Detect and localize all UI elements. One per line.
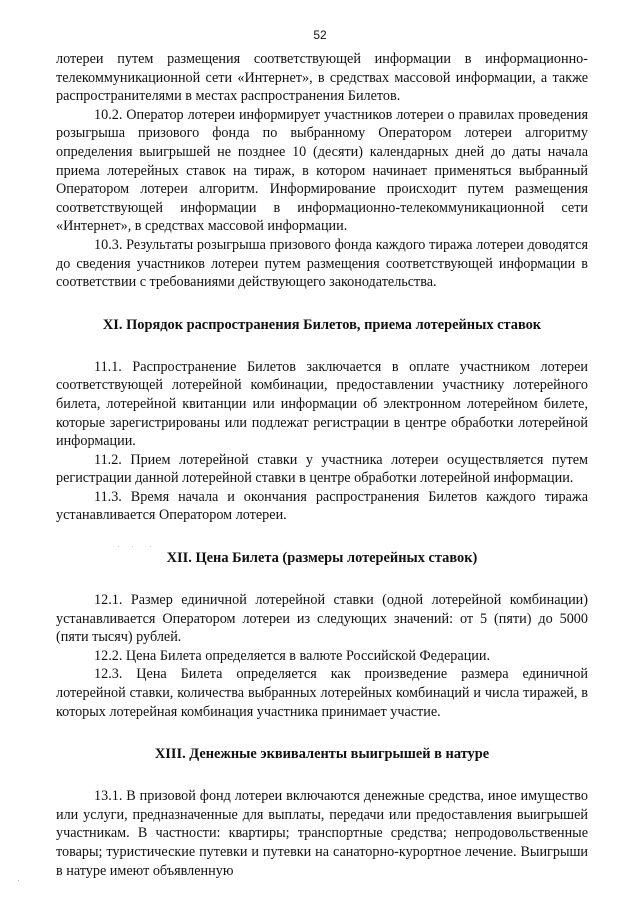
paragraph-12-2: 12.2. Цена Билета определяется в валюте Российской Федерации. <box>94 647 491 664</box>
paragraph-11-1: 11.1. Распространение Билетов заключается в оплате участником лотереи соответствующей лотерейной комбинации, предоставлении участнику лотерейного билета, лотерейной квитанции или информации об электронном лотерейном билете, которые зарегистрированы или подлежат регистрации в центре обработки лотерейной информации. <box>56 358 588 450</box>
scan-speck <box>132 546 133 547</box>
section-12-heading: XII. Цена Билета (размеры лотерейных ставок) <box>166 550 478 567</box>
section-13-heading: XIII. Денежные эквиваленты выигрышей в натуре <box>154 746 490 763</box>
paragraph-10-1-continuation: лотереи путем размещения соответствующей информации в информационно-телекоммуникационной сети «Интернет», в средствах массовой информации, а также распространителями в местах распространения Билетов. <box>56 51 588 105</box>
paragraph-11-3: 11.3. Время начала и окончания распространения Билетов каждого тиража устанавливается Оператором лотереи. <box>56 488 588 524</box>
paragraph-12-3: 12.3. Цена Билета определяется как произведение размера единичной лотерейной ставки, количества выбранных лотерейных комбинаций и числа тиражей, в которых лотерейная комбинация участника принимает участие. <box>56 666 588 720</box>
paragraph-12-1: 12.1. Размер единичной лотерейной ставки (одной лотерейной комбинации) устанавливается Оператором лотереи из следующих значений: от 5 (пяти) до 5000 (пяти тысяч) рублей. <box>56 592 588 646</box>
paragraph-13-1: 13.1. В призовой фонд лотереи включаются денежные средства, иное имущество или услуги, предназначенные для выплаты, передачи или предоставления выигрышей участникам. В частности: квартиры; транспортные средства; непродовольственные товары; туристические путевки и путевки на санаторно-курортное лечение. Выигрыши в натуре имеют объявленную <box>56 788 588 879</box>
page-number: 52 <box>313 28 327 42</box>
paragraph-10-3: 10.3. Результаты розыгрыша призового фонда каждого тиража лотереи доводятся до сведения участников лотереи путем размещения соответствующей информации в соответствии с требованиями действующего законодательства. <box>56 236 588 291</box>
scan-speck <box>150 546 151 547</box>
paragraph-10-2: 10.2. Оператор лотереи информирует участников лотереи о правилах проведения розыгрыша призового фонда по выбранному Оператором лотереи алгоритму определения выигрышей не позднее 10 (десяти) календарных дней до даты начала приема лотерейных ставок на тираж, в котором начинает применяться выбранный Оператором лотереи алгоритм. Информирование происходит путем размещения соответствующей информации в информационно-телекоммуникационной сети «Интернет», в средствах массовой информации. <box>56 106 588 235</box>
scan-speck <box>18 880 19 881</box>
scan-speck <box>118 546 119 547</box>
section-11-heading: XI. Порядок распространения Билетов, приема лотерейных ставок <box>102 316 542 333</box>
page-content <box>56 50 588 880</box>
paragraph-11-2: 11.2. Прием лотерейной ставки у участника лотереи осуществляется путем регистрации данной лотерейной ставки в центре обработки лотерейной информации. <box>56 451 588 487</box>
